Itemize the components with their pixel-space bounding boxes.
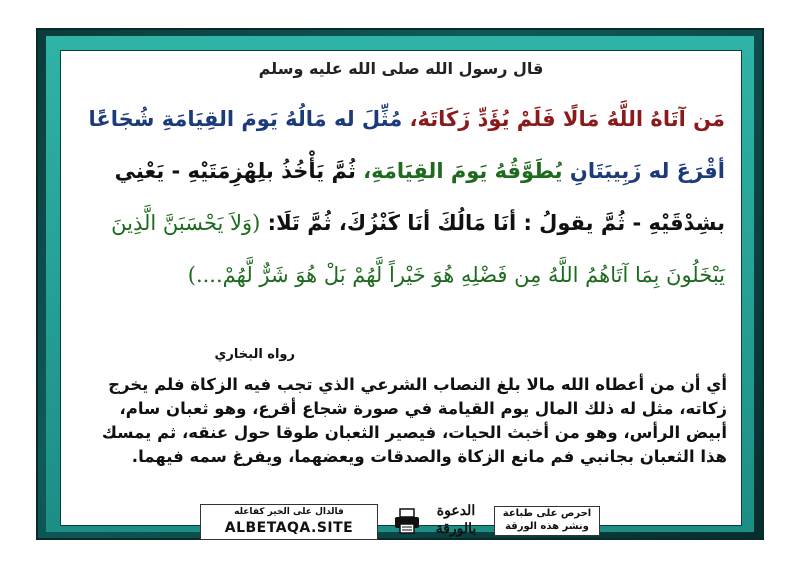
page-title: قال رسول الله صلى الله عليه وسلم — [258, 59, 544, 78]
hadith-part-2: مُثِّلَ له مَالُهُ يَومَ القِيَامَةِ شُجَاعًا أقْرَعَ له زَبِيبَتَانِ — [88, 107, 725, 183]
footer-bar — [200, 502, 600, 542]
quran-verse: (وَلاَ يَحْسَبَنَّ الَّذِينَ يَبْخَلُونَ بِمَا آتَاهُمُ اللَّهُ مِن فَضْلِهِ هُوَ خَيْراً لَّهُمْ بَلْ هُوَ شَرٌّ لَّهُمْ....) — [111, 211, 725, 287]
hadith-text — [77, 93, 725, 301]
explanation-text: أي أن من أعطاه الله مالا بلغ النصاب الشرعي الذي تجب فيه الزكاة فلم يخرج زكاته، مثل له ذلك المال يوم القيامة في صورة شجاع أقرع، وهو ثعبان سام، أبيض الرأس، وهو من أخبث الحيات، فيصير الثعبان طوقا حول عنقه، ثم يمسك هذا الثعبان بجانبي فم مانع الزكاة والصدقات ويعضهما، ويفرغ سمه فيهما. — [101, 375, 727, 466]
printer-icon — [392, 506, 422, 536]
footer-print-line-1: احرص على طباعة — [502, 508, 592, 519]
footer-print-line-2: ونشر هذه الورقة — [505, 521, 589, 532]
footer-site-box — [200, 504, 378, 540]
hadith-part-1: مَن آتَاهُ اللَّهُ مَالًا فَلَمْ يُؤَدِّ زَكَاتَهُ، — [409, 107, 725, 131]
logo-line-1: الدعوة — [436, 503, 476, 519]
logo — [430, 502, 482, 540]
narrator-label: رواه البخاري — [214, 347, 295, 362]
footer-tagline: فالدال على الخير كفاعله — [234, 507, 344, 517]
hadith-part-4: ثُمَّ يَأْخُذُ بلِهْزِمَتَيْهِ - يَعْنِي بشِدْقَيْهِ - ثُمَّ يقولُ : أنَا مَالُكَ أنَا كَنْزُكَ، ثُمَّ تَلَا: — [114, 159, 725, 235]
site-link[interactable]: ALBETAQA.SITE — [224, 520, 354, 536]
logo-line-2: بالورقة — [435, 521, 477, 537]
hadith-part-3: يُطَوَّقُهُ يَومَ القِيَامَةِ، — [363, 159, 563, 183]
content-card — [60, 50, 742, 526]
footer-print-note — [494, 506, 600, 536]
